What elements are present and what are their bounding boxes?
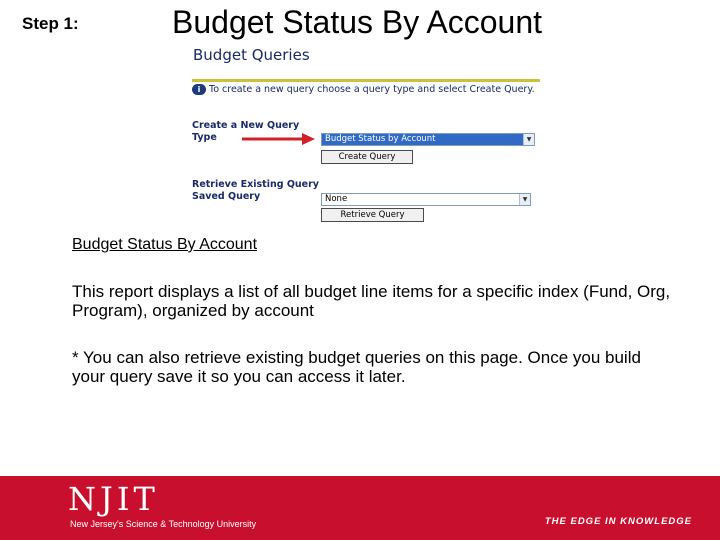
create-query-heading: Create a New Query	[192, 120, 300, 131]
page-title: Budget Queries	[193, 46, 310, 64]
step-label: Step 1:	[22, 14, 79, 33]
saved-query-label: Saved Query	[192, 191, 261, 202]
query-type-select[interactable]	[321, 133, 535, 146]
query-type-value: Budget Status by Account	[325, 134, 436, 144]
chevron-down-icon[interactable]: ▼	[519, 194, 530, 205]
logo-subtitle: New Jersey's Science & Technology University	[70, 519, 257, 529]
budget-queries-screenshot	[188, 42, 540, 228]
info-text: To create a new query choose a query type and select Create Query.	[209, 84, 535, 95]
tagline: THE EDGE IN KNOWLEDGE	[544, 516, 692, 527]
footer-banner	[0, 476, 720, 540]
chevron-down-icon[interactable]: ▼	[523, 134, 534, 145]
slide-title: Budget Status By Account	[172, 4, 543, 40]
retrieve-query-heading: Retrieve Existing Query	[192, 179, 319, 190]
info-message	[192, 84, 535, 95]
create-query-button[interactable]: Create Query	[321, 150, 413, 164]
section-subtitle: Budget Status By Account	[72, 236, 258, 253]
retrieve-query-button[interactable]: Retrieve Query	[321, 208, 424, 222]
njit-logo: NJIT	[68, 480, 159, 518]
title-divider	[192, 79, 540, 82]
note-paragraph: * You can also retrieve existing budget queries on this page. Once you build your query save it so you can access it later.	[72, 348, 641, 386]
saved-query-value: None	[325, 194, 348, 204]
info-icon: i	[192, 84, 206, 95]
description-paragraph: This report displays a list of all budget line items for a specific index (Fund, Org, Program), organized by account	[72, 282, 671, 320]
type-label: Type	[192, 132, 217, 143]
saved-query-select[interactable]	[321, 193, 531, 206]
red-arrow-icon	[240, 132, 316, 146]
